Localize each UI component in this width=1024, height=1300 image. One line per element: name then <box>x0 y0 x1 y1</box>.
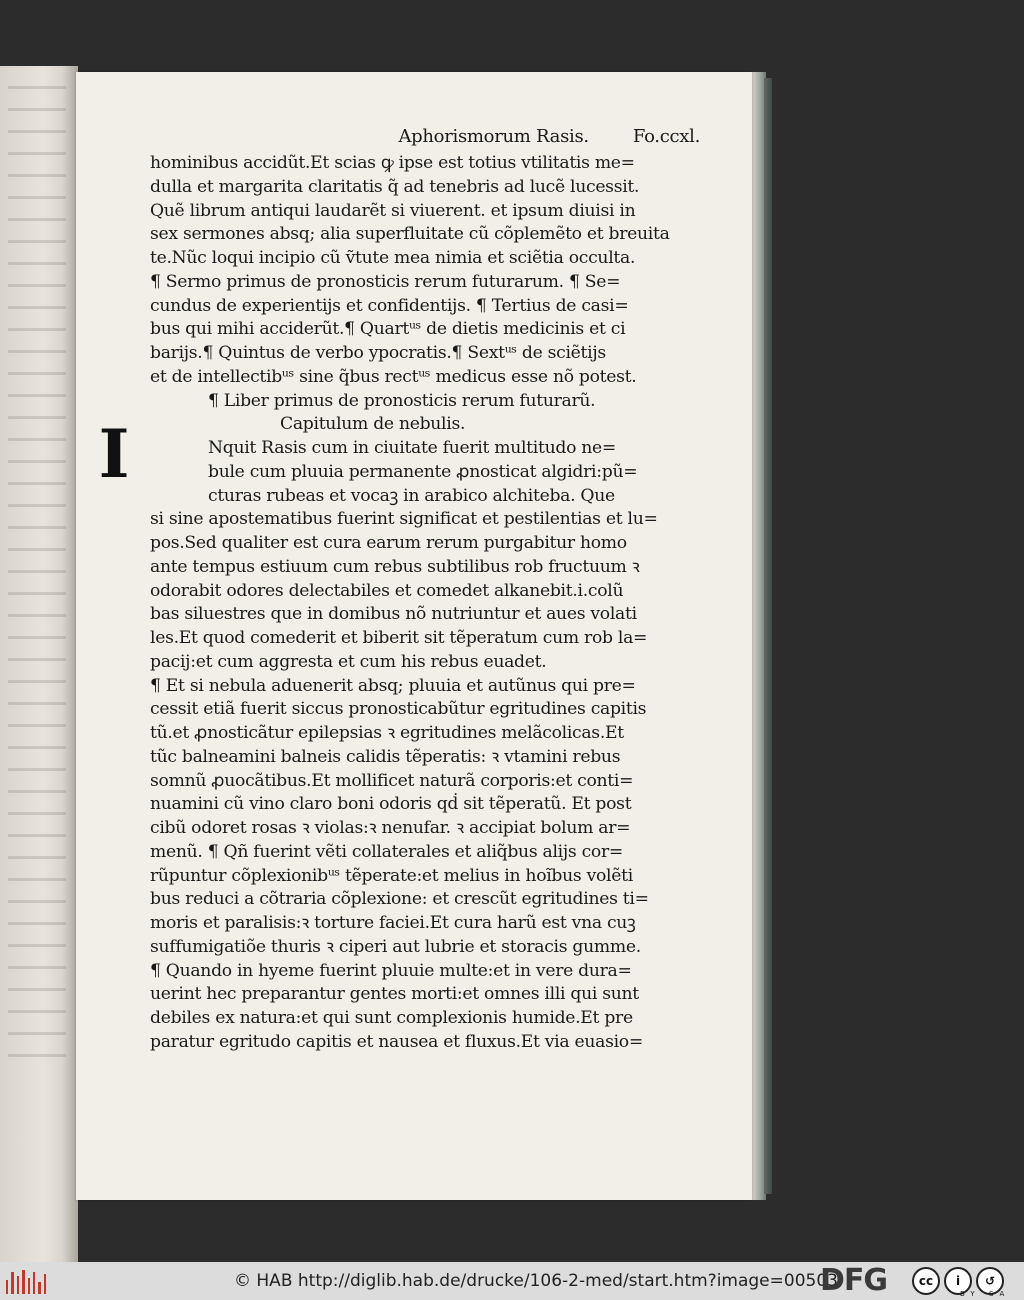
text-line: odorabit odores delectabiles et comedet alkanebit.i.colũ <box>150 580 624 601</box>
text-line: tũ.et ꝓnosticãtur epilepsias ꝛ egritudines melãcolicas.Et <box>150 723 624 743</box>
text-line: tũc balneamini balneis calidis tẽperatis: ꝛ vtamini rebus <box>150 746 621 767</box>
text-line: suffumigatiõe thuris ꝛ ciperi aut lubrie et storacis gumme. <box>150 936 641 957</box>
folio-number: Fo.ccxl. <box>632 126 700 147</box>
text-line: Quẽ librum antiqui laudarẽt si viuerent. et ipsum diuisi in <box>150 200 636 221</box>
text-line: moris et paralisis:ꝛ torture faciei.Et cura harũ est vna cuꝫ <box>150 913 636 933</box>
text-line: somnũ ꝓuocãtibus.Et mollificet naturã corporis:et conti= <box>150 770 634 791</box>
page-text <box>150 122 720 1055</box>
running-header <box>150 122 720 152</box>
text-line: pacij:et cum aggresta et cum his rebus euadet. <box>150 651 547 672</box>
text-line: pos.Sed qualiter est cura earum rerum purgabitur homo <box>150 533 627 553</box>
book-page <box>76 72 752 1200</box>
text-line: cessit etiã fuerit siccus pronosticabũtur egritudines capitis <box>150 699 647 720</box>
left-page-bleed-text <box>8 86 66 1066</box>
by-icon: i <box>944 1267 972 1295</box>
text-line: debiles ex natura:et qui sunt complexionis humide.Et pre <box>150 1008 633 1028</box>
copyright-link[interactable]: © HAB http://diglib.hab.de/drucke/106-2-med/start.htm?image=00503 <box>234 1271 838 1291</box>
text-line: barijs.¶ Quintus de verbo ypocratis.¶ Sextᵘˢ de sciẽtijs <box>150 343 606 363</box>
chapter-title: Capitulum de nebulis. <box>280 414 466 435</box>
text-line: dulla et margarita claritatis q̃ ad tenebris ad lucẽ lucessit. <box>150 176 640 197</box>
sa-label: SA <box>988 1290 1011 1298</box>
text-line: Nquit Rasis cum in ciuitate fuerit multitudo ne= <box>208 438 617 458</box>
text-line: bus reduci a cõtraria cõplexione: et crescũt egritudines ti= <box>150 889 649 910</box>
text-line: cibũ odoret rosas ꝛ violas:ꝛ nenufar. ꝛ accipiat bolum ar= <box>150 818 631 838</box>
text-line: et de intellectibᵘˢ sine q̃bus rectᵘˢ medicus esse nõ potest. <box>150 366 637 387</box>
text-line: sex sermones absq; alia superfluitate cũ cõplemẽto et breuita <box>150 224 670 245</box>
dfg-logo[interactable]: DFG <box>820 1263 888 1298</box>
text-line: cturas rubeas et vocaꝫ in arabico alchiteba. Que <box>208 485 615 506</box>
text-line: ante tempus estiuum cum rebus subtilibus rob fructuum ꝛ <box>150 556 640 577</box>
text-line: hominibus accidũt.Et scias ꝙ ipse est totius vtilitatis me= <box>150 153 635 173</box>
text-line: rũpuntur cõplexionibᵘˢ tẽperate:et melius in hoĩbus volẽti <box>150 865 633 886</box>
sa-icon: ↺ <box>976 1267 1004 1295</box>
viewer-footer <box>0 1262 1024 1300</box>
cc-icon: cc <box>912 1267 940 1295</box>
text-line: ¶ Et si nebula aduenerit absq; pluuia et autũnus qui pre= <box>150 675 636 696</box>
text-line: bule cum pluuia permanente ꝓnosticat algidri:pũ= <box>208 461 638 482</box>
by-label: BY <box>960 1290 981 1298</box>
running-title: Aphorismorum Rasis. <box>398 126 589 147</box>
page-block-edge-dark <box>764 78 772 1194</box>
text-line: uerint hec preparantur gentes morti:et omnes illi qui sunt <box>150 984 639 1005</box>
text-line: si sine apostematibus fuerint significat et pestilentias et lu= <box>150 509 658 530</box>
text-line: menũ. ¶ Qñ fuerint vẽti collaterales et aliq̃bus alijs cor= <box>150 841 623 862</box>
text-line: paratur egritudo capitis et nausea et fluxus.Et via euasio= <box>150 1031 643 1052</box>
text-line: ¶ Quando in hyeme fuerint pluuie multe:et in vere dura= <box>150 960 632 981</box>
text-line: les.Et quod comederit et biberit sit tẽperatum cum rob la= <box>150 628 648 648</box>
text-line: bus qui mihi acciderũt.¶ Quartᵘˢ de dietis medicinis et ci <box>150 319 626 340</box>
text-line: te.Nũc loqui incipio cũ ṽtute mea nimia et sciẽtia occulta. <box>150 248 636 268</box>
text-line: nuamini cũ vino claro boni odoris qḋ sit tẽperatũ. Et post <box>150 794 632 815</box>
drop-initial: I <box>98 415 130 493</box>
text-line: bas siluestres que in domibus nõ nutriuntur et aues volati <box>150 604 637 625</box>
hab-logo-icon[interactable] <box>6 1268 46 1294</box>
text-line: cundus de experientijs et confidentijs. ¶ Tertius de casi= <box>150 295 629 316</box>
book-title: ¶ Liber primus de pronosticis rerum futurarũ. <box>208 390 596 411</box>
license-labels <box>960 1290 1010 1298</box>
text-line: ¶ Sermo primus de pronosticis rerum futurarum. ¶ Se= <box>150 271 621 292</box>
